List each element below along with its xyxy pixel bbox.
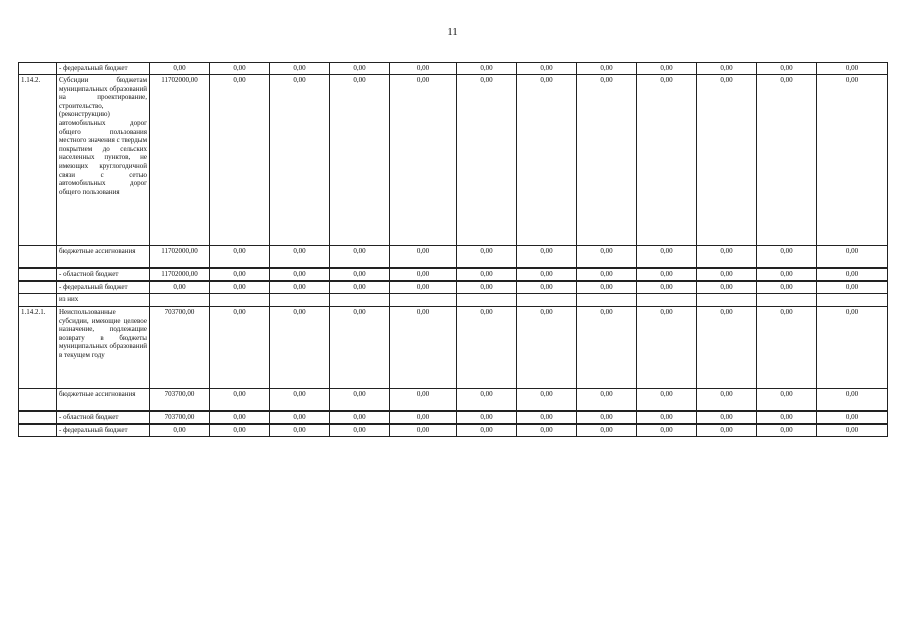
value-cell: 0,00: [330, 389, 390, 411]
row-name: - областной бюджет: [57, 268, 150, 281]
value-cell: 0,00: [517, 424, 577, 437]
value-cell: 0,00: [270, 63, 330, 75]
value-cell: 0,00: [637, 389, 697, 411]
value-cell: 0,00: [637, 63, 697, 75]
value-cell: 0,00: [330, 63, 390, 75]
row-name: - федеральный бюджет: [57, 63, 150, 75]
value-cell: 0,00: [390, 389, 457, 411]
value-cell: [330, 294, 390, 307]
value-cell: 0,00: [457, 424, 517, 437]
budget-table: [18, 62, 888, 437]
table-row: [19, 281, 888, 294]
value-cell: [517, 294, 577, 307]
row-code: 1.14.2.1.: [19, 307, 57, 389]
value-cell: 0,00: [757, 63, 817, 75]
value-cell: [390, 294, 457, 307]
value-cell: 703700,00: [150, 307, 210, 389]
row-name: из них: [57, 294, 150, 307]
row-name: бюджетные ассигнования: [57, 389, 150, 411]
row-name: - федеральный бюджет: [57, 424, 150, 437]
value-cell: 0,00: [697, 411, 757, 424]
value-cell: 0,00: [697, 307, 757, 389]
value-cell: 0,00: [210, 75, 270, 246]
value-cell: 0,00: [517, 246, 577, 268]
value-cell: [150, 294, 210, 307]
value-cell: 0,00: [517, 411, 577, 424]
value-cell: 703700,00: [150, 389, 210, 411]
value-cell: 0,00: [457, 281, 517, 294]
value-cell: 0,00: [517, 75, 577, 246]
value-cell: 0,00: [637, 424, 697, 437]
value-cell: 0,00: [757, 246, 817, 268]
value-cell: 0,00: [637, 75, 697, 246]
table-row: [19, 389, 888, 411]
value-cell: 0,00: [330, 268, 390, 281]
row-code: [19, 246, 57, 268]
value-cell: 0,00: [457, 268, 517, 281]
value-cell: 0,00: [817, 268, 888, 281]
value-cell: 0,00: [637, 246, 697, 268]
table-row: [19, 75, 888, 246]
value-cell: 0,00: [330, 424, 390, 437]
table-row: [19, 246, 888, 268]
value-cell: 11702000,00: [150, 246, 210, 268]
row-code: [19, 389, 57, 411]
value-cell: 0,00: [577, 63, 637, 75]
value-cell: 0,00: [697, 63, 757, 75]
row-name: Субсидии бюджетам муниципальных образований на проектирование, строительство, (реконструкцию) автомобильных дорог общего пользования местного значения с твердым покрытием до сельских населенных пунктов, не имеющих круглогодичной связи с сетью автомобильных дорог общего пользования: [57, 75, 150, 246]
value-cell: 0,00: [390, 246, 457, 268]
value-cell: 0,00: [637, 411, 697, 424]
value-cell: 0,00: [150, 281, 210, 294]
value-cell: 0,00: [577, 246, 637, 268]
value-cell: 0,00: [270, 268, 330, 281]
value-cell: 0,00: [637, 268, 697, 281]
value-cell: 0,00: [697, 268, 757, 281]
value-cell: 0,00: [270, 424, 330, 437]
value-cell: 0,00: [210, 281, 270, 294]
value-cell: 0,00: [390, 281, 457, 294]
value-cell: 0,00: [697, 246, 757, 268]
value-cell: 0,00: [330, 281, 390, 294]
value-cell: 0,00: [270, 75, 330, 246]
value-cell: 0,00: [457, 63, 517, 75]
value-cell: 0,00: [210, 246, 270, 268]
value-cell: [457, 294, 517, 307]
value-cell: 0,00: [390, 268, 457, 281]
value-cell: 0,00: [517, 307, 577, 389]
value-cell: 0,00: [757, 307, 817, 389]
value-cell: 0,00: [817, 63, 888, 75]
value-cell: [577, 294, 637, 307]
value-cell: 0,00: [150, 424, 210, 437]
value-cell: 0,00: [330, 75, 390, 246]
value-cell: 0,00: [210, 389, 270, 411]
value-cell: 0,00: [517, 268, 577, 281]
value-cell: 0,00: [270, 281, 330, 294]
value-cell: 0,00: [390, 411, 457, 424]
row-name: Неиспользованные субсидии, имеющие целевое назначение, подлежащие возврату в бюджеты муниципальных образований в текущем году: [57, 307, 150, 389]
value-cell: 0,00: [330, 411, 390, 424]
row-code: [19, 411, 57, 424]
row-code: [19, 63, 57, 75]
value-cell: 0,00: [817, 424, 888, 437]
value-cell: [210, 294, 270, 307]
value-cell: 0,00: [697, 281, 757, 294]
value-cell: 0,00: [577, 75, 637, 246]
value-cell: 0,00: [390, 75, 457, 246]
value-cell: 0,00: [757, 281, 817, 294]
value-cell: 703700,00: [150, 411, 210, 424]
value-cell: 0,00: [577, 281, 637, 294]
value-cell: 0,00: [817, 307, 888, 389]
value-cell: 0,00: [457, 246, 517, 268]
value-cell: 0,00: [817, 281, 888, 294]
value-cell: 0,00: [390, 63, 457, 75]
value-cell: 0,00: [210, 424, 270, 437]
row-code: [19, 294, 57, 307]
value-cell: 0,00: [817, 411, 888, 424]
row-name: - федеральный бюджет: [57, 281, 150, 294]
row-name: - областной бюджет: [57, 411, 150, 424]
value-cell: 11702000,00: [150, 75, 210, 246]
table-row: [19, 307, 888, 389]
value-cell: 0,00: [210, 268, 270, 281]
value-cell: 0,00: [817, 75, 888, 246]
value-cell: 0,00: [270, 246, 330, 268]
row-code: [19, 268, 57, 281]
row-code: [19, 281, 57, 294]
value-cell: 0,00: [577, 411, 637, 424]
value-cell: [817, 294, 888, 307]
value-cell: 0,00: [270, 389, 330, 411]
value-cell: 0,00: [697, 75, 757, 246]
value-cell: 11702000,00: [150, 268, 210, 281]
table-row: [19, 411, 888, 424]
value-cell: 0,00: [577, 268, 637, 281]
value-cell: 0,00: [577, 307, 637, 389]
value-cell: 0,00: [517, 281, 577, 294]
table-row: [19, 294, 888, 307]
row-name: бюджетные ассигнования: [57, 246, 150, 268]
table-row: [19, 424, 888, 437]
value-cell: 0,00: [210, 63, 270, 75]
budget-table-body: [19, 63, 888, 437]
table-row: [19, 63, 888, 75]
table-row: [19, 268, 888, 281]
value-cell: 0,00: [210, 411, 270, 424]
value-cell: 0,00: [330, 307, 390, 389]
value-cell: 0,00: [577, 424, 637, 437]
value-cell: 0,00: [517, 63, 577, 75]
value-cell: 0,00: [697, 389, 757, 411]
value-cell: 0,00: [457, 389, 517, 411]
value-cell: [757, 294, 817, 307]
value-cell: 0,00: [817, 389, 888, 411]
value-cell: 0,00: [577, 389, 637, 411]
value-cell: 0,00: [457, 411, 517, 424]
page-number: 11: [447, 26, 458, 38]
row-code: 1.14.2.: [19, 75, 57, 246]
value-cell: 0,00: [517, 389, 577, 411]
value-cell: 0,00: [270, 411, 330, 424]
value-cell: 0,00: [757, 268, 817, 281]
value-cell: 0,00: [637, 307, 697, 389]
value-cell: 0,00: [330, 246, 390, 268]
value-cell: 0,00: [390, 424, 457, 437]
value-cell: 0,00: [637, 281, 697, 294]
value-cell: [270, 294, 330, 307]
row-code: [19, 424, 57, 437]
value-cell: [697, 294, 757, 307]
value-cell: [637, 294, 697, 307]
value-cell: 0,00: [457, 307, 517, 389]
value-cell: 0,00: [150, 63, 210, 75]
value-cell: 0,00: [757, 389, 817, 411]
value-cell: 0,00: [270, 307, 330, 389]
value-cell: 0,00: [697, 424, 757, 437]
value-cell: 0,00: [457, 75, 517, 246]
value-cell: 0,00: [390, 307, 457, 389]
value-cell: 0,00: [757, 75, 817, 246]
value-cell: 0,00: [817, 246, 888, 268]
value-cell: 0,00: [757, 424, 817, 437]
value-cell: 0,00: [757, 411, 817, 424]
value-cell: 0,00: [210, 307, 270, 389]
